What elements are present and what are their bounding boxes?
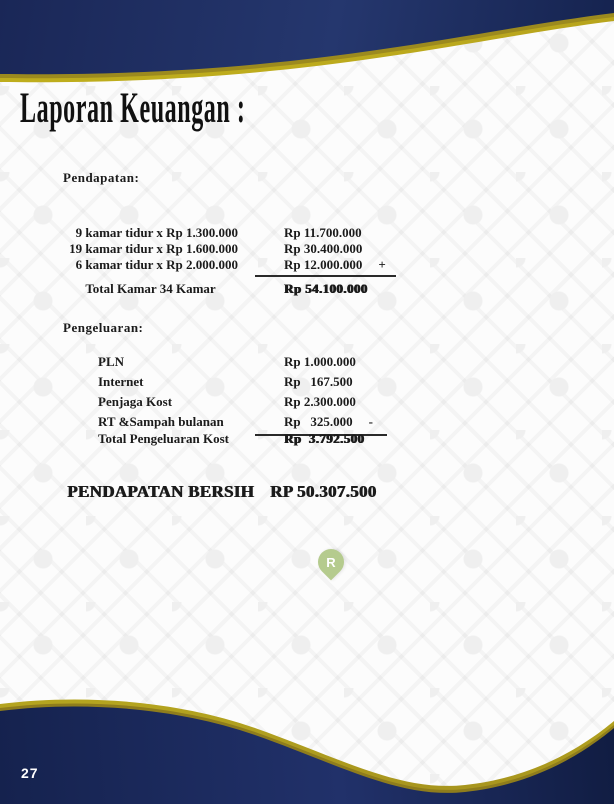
income-table [63,225,396,273]
income-total-amount: Rp 54.100.000 [284,281,368,296]
expense-row-amount: Rp 325.000 [284,414,353,429]
expense-row [63,372,387,392]
income-row-amount: Rp 12.000.000 [284,257,363,272]
expense-table [63,352,387,432]
expense-row [63,352,387,372]
page-number: 27 [21,765,39,781]
expense-row-label: Penjaga Kost [98,394,173,409]
income-section-heading: Pendapatan: [63,170,140,185]
income-row-label: 19 kamar tidur x Rp 1.600.000 [69,241,238,256]
income-row-label: 6 kamar tidur x Rp 2.000.000 [75,257,238,272]
income-row-amount: Rp 11.700.000 [284,225,362,240]
expense-row-label: RT &Sampah bulanan [98,414,224,429]
expense-row-amount: Rp 167.500 [284,374,353,389]
income-total-label: Total Kamar 34 Kamar [85,281,216,296]
expense-row [63,392,387,412]
expense-row-amount: Rp 2.300.000 [284,394,356,409]
expense-row [63,412,387,432]
map-pin-letter: R [326,554,336,570]
net-income-label: PENDAPATAN BERSIH [67,482,254,501]
expense-total-amount: Rp 3.792.500 [284,431,365,446]
income-row-amount: Rp 30.400.000 [284,241,363,256]
expense-row-label: PLN [98,354,124,369]
income-row [63,225,396,241]
income-row-label: 9 kamar tidur x Rp 1.300.000 [75,225,238,240]
expense-total-label: Total Pengeluaran Kost [98,431,229,446]
minus-operator: - [368,414,373,429]
map-pin-watermark-icon [313,544,350,581]
plus-operator: + [378,257,386,272]
income-total-row [63,281,368,297]
expense-section-heading: Pengeluaran: [63,320,144,335]
income-subtotal-underline [255,257,396,277]
income-row [63,257,396,273]
page-title: Laporan Keuangan : [20,85,246,132]
net-income-amount: RP 50.307.500 [269,482,377,501]
expense-row-amount: Rp 1.000.000 [284,354,356,369]
expense-row-label: Internet [98,374,144,389]
net-income-line [67,482,376,502]
expense-total-row [63,431,364,447]
income-row [63,241,396,257]
